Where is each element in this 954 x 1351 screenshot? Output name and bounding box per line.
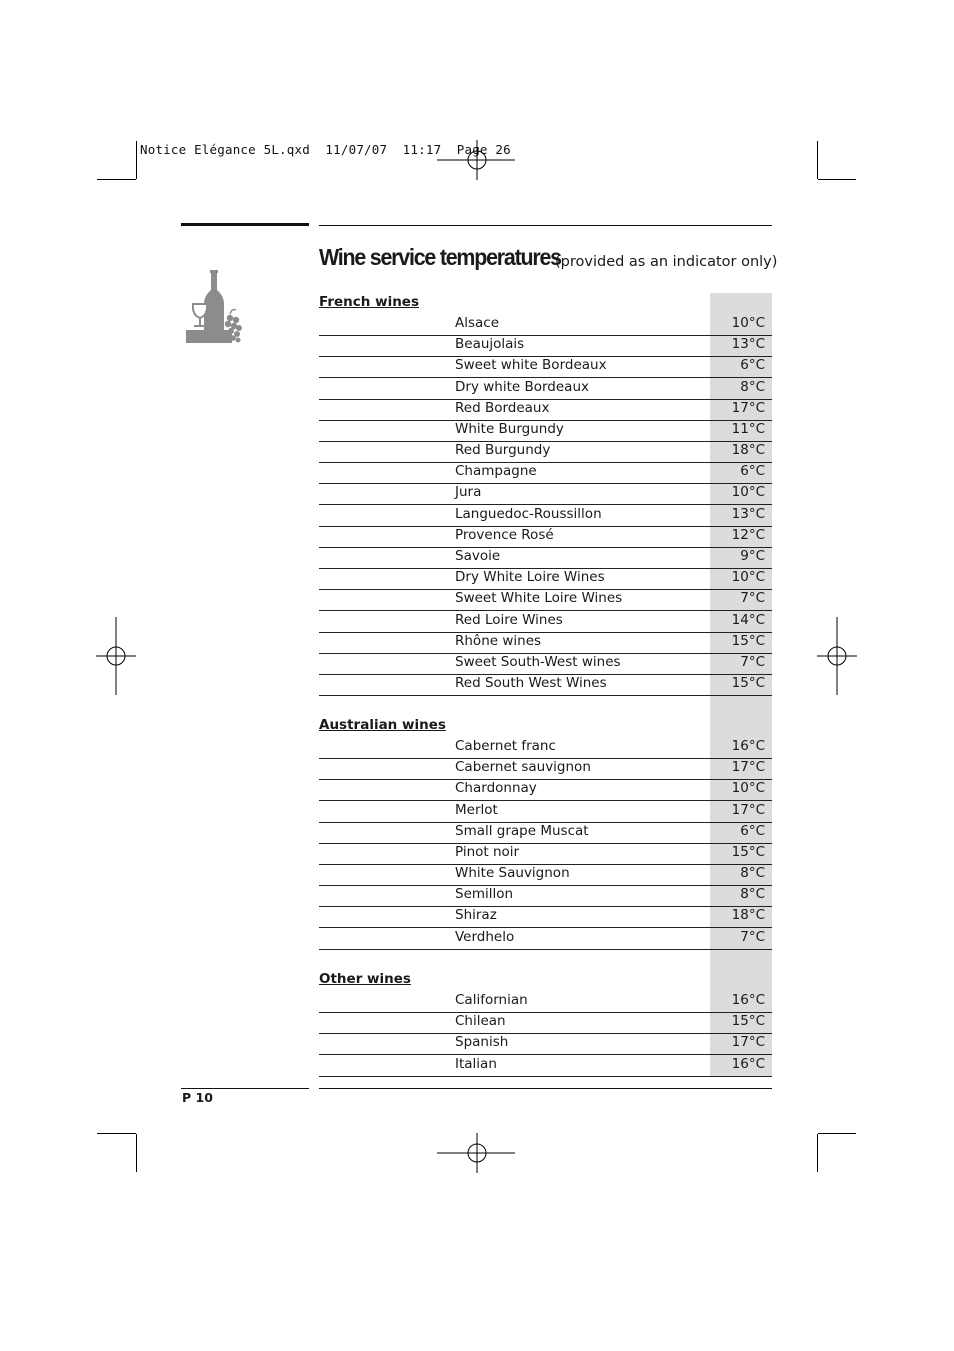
page-title	[319, 244, 778, 271]
wine-name: Pinot noir	[455, 843, 520, 860]
table-row	[319, 462, 772, 484]
wine-name: Merlot	[455, 801, 498, 818]
serving-temperature: 11°C	[731, 420, 765, 437]
serving-temperature: 15°C	[731, 843, 765, 860]
header-rule-thin	[319, 225, 772, 226]
table-row	[319, 1012, 772, 1034]
serving-temperature: 9°C	[740, 547, 765, 564]
serving-temperature: 6°C	[740, 822, 765, 839]
section-heading-french-wines: French wines	[319, 294, 419, 310]
wine-name: Sweet White Loire Wines	[455, 590, 623, 607]
serving-temperature: 7°C	[740, 590, 765, 607]
crop-mark	[97, 179, 136, 180]
serving-temperature: 15°C	[731, 1013, 765, 1030]
wine-name: Spanish	[455, 1034, 509, 1051]
wine-name: Red South West Wines	[455, 675, 607, 692]
table-row	[319, 674, 772, 696]
wine-name: Savoie	[455, 547, 501, 564]
wine-name: White Burgundy	[455, 420, 564, 437]
crop-mark	[817, 1134, 818, 1172]
wine-name: Alsace	[455, 315, 500, 331]
table-row	[319, 864, 772, 886]
title-main: Wine service temperatures	[319, 244, 561, 270]
crop-mark	[818, 1133, 856, 1134]
wine-name: Sweet South-West wines	[455, 653, 621, 670]
header-rule-thick	[181, 223, 309, 226]
serving-temperature: 10°C	[731, 315, 765, 331]
serving-temperature: 8°C	[740, 865, 765, 882]
wine-name: Italian	[455, 1055, 497, 1072]
table-row	[319, 335, 772, 357]
table-row	[319, 928, 772, 950]
wine-name: Cabernet franc	[455, 738, 556, 754]
table-row	[319, 779, 772, 801]
wine-name: Red Loire Wines	[455, 611, 563, 628]
table-row	[319, 758, 772, 780]
table-row	[319, 526, 772, 548]
wine-name: Sweet white Bordeaux	[455, 357, 607, 374]
wine-name: Chardonnay	[455, 780, 537, 797]
table-row	[319, 1033, 772, 1055]
wine-name: Shiraz	[455, 907, 497, 924]
serving-temperature: 17°C	[731, 759, 765, 776]
wine-name: White Sauvignon	[455, 865, 570, 882]
table-row	[319, 314, 772, 336]
wine-name: Red Burgundy	[455, 442, 551, 459]
table-row	[319, 611, 772, 633]
serving-temperature: 13°C	[731, 505, 765, 522]
serving-temperature: 17°C	[731, 801, 765, 818]
table-row	[319, 632, 772, 654]
registration-mark-icon	[96, 617, 136, 697]
section-heading-other-wines: Other wines	[319, 971, 411, 987]
wine-name: Verdhelo	[455, 928, 515, 945]
table-row	[319, 399, 772, 421]
serving-temperature: 14°C	[731, 611, 765, 628]
serving-temperature: 17°C	[731, 1034, 765, 1051]
table-row	[319, 483, 772, 505]
footer-rule-left	[181, 1088, 309, 1089]
wine-name: Jura	[455, 484, 482, 501]
table-row	[319, 378, 772, 400]
registration-mark-icon	[817, 617, 857, 697]
table-row	[319, 356, 772, 378]
registration-mark-icon	[437, 140, 517, 180]
serving-temperature: 10°C	[731, 484, 765, 501]
crop-mark	[818, 179, 856, 180]
table-row	[319, 420, 772, 442]
serving-temperature: 10°C	[731, 569, 765, 586]
wine-name: Californian	[455, 992, 528, 1008]
serving-temperature: 7°C	[740, 928, 765, 945]
table-row	[319, 843, 772, 865]
title-subtitle: (provided as an indicator only)	[555, 254, 778, 270]
wine-name: Languedoc-Roussillon	[455, 505, 602, 522]
serving-temperature: 16°C	[731, 738, 765, 754]
table-row	[319, 441, 772, 463]
serving-temperature: 15°C	[731, 675, 765, 692]
serving-temperature: 13°C	[731, 336, 765, 353]
wine-name: Chilean	[455, 1013, 506, 1030]
table-row	[319, 1055, 772, 1077]
wine-name: Rhône wines	[455, 632, 542, 649]
serving-temperature: 16°C	[731, 992, 765, 1008]
crop-mark	[136, 1134, 137, 1172]
table-row	[319, 547, 772, 569]
serving-temperature: 17°C	[731, 399, 765, 416]
serving-temperature: 12°C	[731, 526, 765, 543]
serving-temperature: 16°C	[731, 1055, 765, 1072]
footer-rule-right	[319, 1088, 772, 1089]
wine-name: Beaujolais	[455, 336, 525, 353]
table-row	[319, 653, 772, 675]
crop-mark	[817, 141, 818, 179]
wine-name: Cabernet sauvignon	[455, 759, 591, 776]
table-row	[319, 991, 772, 1013]
serving-temperature: 8°C	[740, 886, 765, 903]
serving-temperature: 18°C	[731, 442, 765, 459]
crop-mark	[136, 141, 137, 179]
wine-name: Provence Rosé	[455, 526, 554, 543]
wine-name: Small grape Muscat	[455, 822, 589, 839]
page-number: P 10	[182, 1090, 213, 1105]
print-slug: Notice Elégance 5L.qxd 11/07/07 11:17 Page 26	[140, 142, 511, 157]
crop-mark	[97, 1133, 136, 1134]
table-row	[319, 885, 772, 907]
serving-temperature: 7°C	[740, 653, 765, 670]
wine-name: Red Bordeaux	[455, 399, 550, 416]
table-row	[319, 906, 772, 928]
wine-name: Dry White Loire Wines	[455, 569, 605, 586]
serving-temperature: 8°C	[740, 378, 765, 395]
table-row	[319, 568, 772, 590]
section-heading-australian-wines: Australian wines	[319, 717, 446, 733]
table-row	[319, 505, 772, 527]
table-row	[319, 801, 772, 823]
wine-name: Dry white Bordeaux	[455, 378, 589, 395]
serving-temperature: 6°C	[740, 463, 765, 480]
table-row	[319, 737, 772, 759]
wine-name: Semillon	[455, 886, 514, 903]
serving-temperature: 18°C	[731, 907, 765, 924]
wine-bottle-glass-grapes-icon	[184, 268, 244, 346]
serving-temperature: 6°C	[740, 357, 765, 374]
wine-name: Champagne	[455, 463, 537, 480]
table-row	[319, 589, 772, 611]
table-row	[319, 822, 772, 844]
serving-temperature: 15°C	[731, 632, 765, 649]
registration-mark-icon	[437, 1133, 517, 1173]
serving-temperature: 10°C	[731, 780, 765, 797]
